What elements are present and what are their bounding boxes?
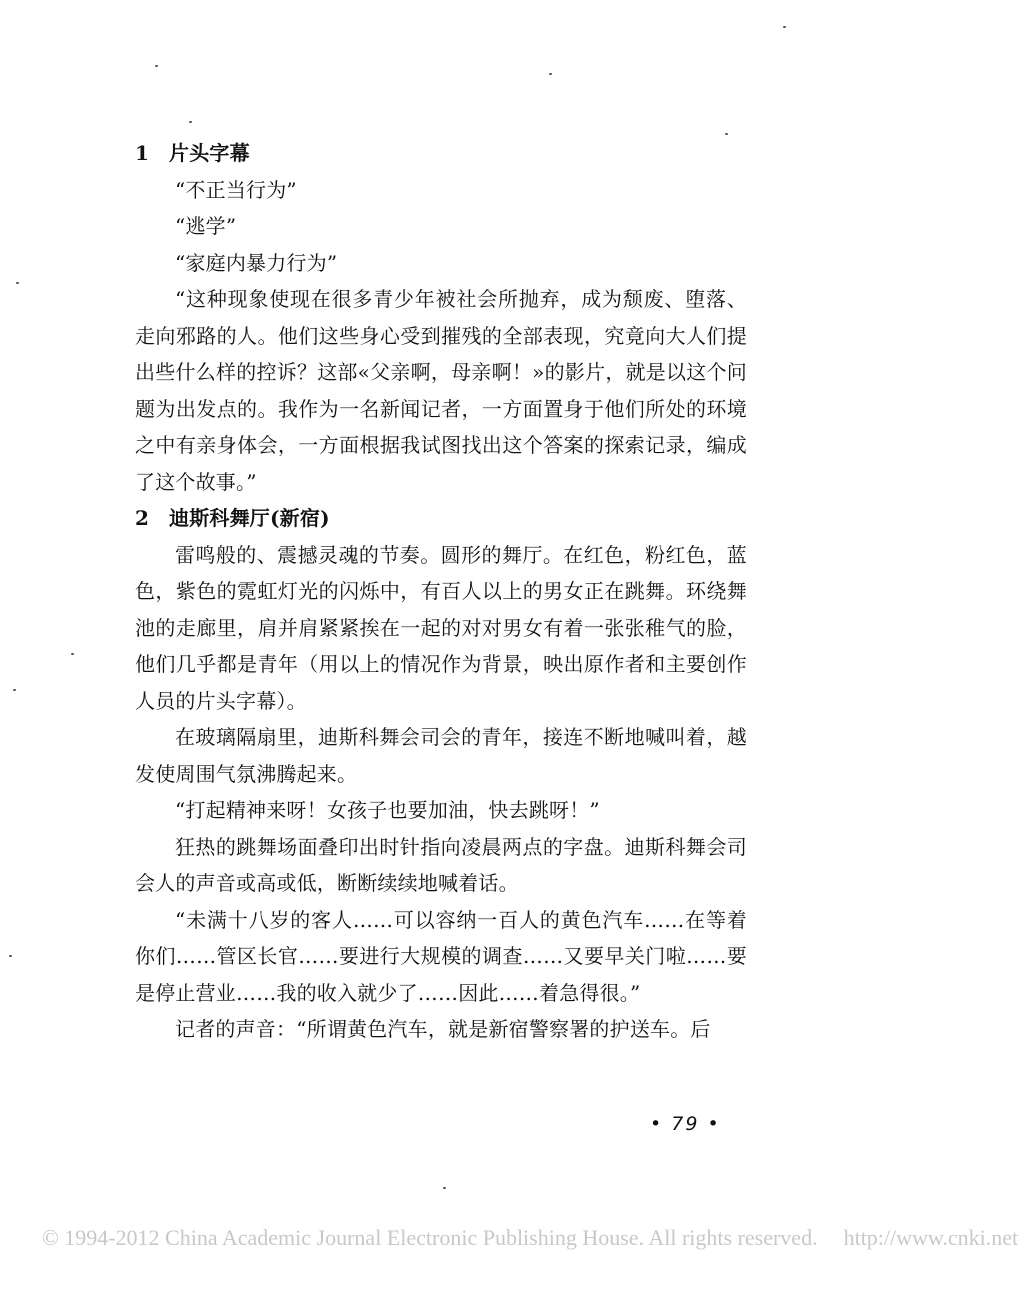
section-title: 迪斯科舞厅(新宿) (169, 506, 330, 530)
main-text (135, 135, 747, 1048)
scan-speck (155, 65, 158, 67)
caption-line: “家庭内暴力行为” (175, 250, 338, 275)
copyright-text: © 1994-2012 China Academic Journal Electronic Publishing House. All rights reserved. (42, 1225, 818, 1250)
section-title: 片头字幕 (169, 141, 250, 165)
paragraph: “这种现象使现在很多青少年被社会所抛弃，成为颓废、堕落、走向邪路的人。他们这些身心受到摧残的全部表现，究竟向大人们提出些什么样的控诉？这部«父亲啊，母亲啊！»的影片，就是以这个问题为出发点的。我作为一名新闻记者，一方面置身于他们所处的环境之中有亲身体会，一方面根据我试图找出这个答案的探索记录，编成了这个故事。” (135, 287, 747, 494)
caption-line: “逃学” (175, 214, 237, 238)
paragraph: “未满十八岁的客人……可以容纳一百人的黄色汽车……在等着你们……管区长官……要进行大规模的调查……又要早关门啦……要是停止营业……我的收入就少了……因此……着急得很。” (135, 907, 747, 1005)
paragraph: 记者的声音：“所谓黄色汽车，就是新宿警察署的护送车。后 (175, 1017, 711, 1041)
copyright-footer (42, 1225, 1018, 1251)
scan-speck (725, 133, 728, 135)
footer-url: http://www.cnki.net (843, 1225, 1018, 1250)
section-number: 2 (135, 506, 150, 530)
paragraph: 在玻璃隔扇里，迪斯科舞会司会的青年，接连不断地喊叫着，越发使周围气氛沸腾起来。 (135, 725, 747, 786)
paragraph: 雷鸣般的、震撼灵魂的节奏。圆形的舞厅。在红色，粉红色，蓝色，紫色的霓虹灯光的闪烁中，有百人以上的男女正在跳舞。环绕舞池的走廊里，肩并肩紧紧挨在一起的对对男女有着一张张稚气的脸，他们几乎都是青年（用以上的情况作为背景，映出原作者和主要创作人员的片头字幕）。 (135, 542, 747, 713)
caption-line: “不正当行为” (175, 177, 297, 202)
paragraph: 狂热的跳舞场面叠印出时针指向凌晨两点的字盘。迪斯科舞会司会人的声音或高或低，断断续续地喊着话。 (135, 834, 747, 895)
scan-speck (71, 653, 74, 655)
scan-speck (783, 26, 786, 28)
scan-speck (443, 1187, 446, 1189)
scan-speck (9, 955, 12, 957)
section-heading (135, 135, 747, 172)
scan-speck (549, 73, 552, 75)
section-heading (135, 500, 747, 537)
page-number: • 79 • (650, 1113, 721, 1135)
scan-speck (13, 689, 16, 691)
scan-speck (189, 121, 192, 123)
scan-speck (16, 282, 19, 284)
section-number: 1 (135, 141, 150, 165)
paragraph: “打起精神来呀！女孩子也要加油，快去跳呀！” (175, 798, 600, 822)
